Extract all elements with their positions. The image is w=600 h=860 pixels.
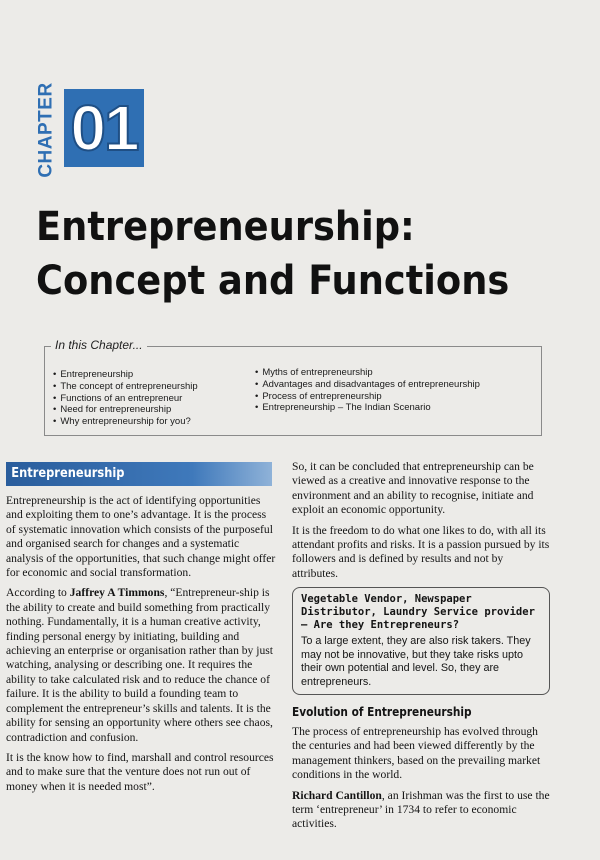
section-heading: Entrepreneurship (11, 465, 125, 481)
chapter-contents-box (44, 338, 542, 436)
chapter-contents-heading: In this Chapter... (51, 338, 147, 352)
chapter-title-line-2: Concept and Functions (36, 258, 510, 304)
subsection-heading: Evolution of Entrepreneurship (292, 704, 472, 719)
paragraph (292, 789, 552, 832)
chapter-number-badge (64, 89, 144, 167)
right-column (292, 460, 552, 838)
paragraph: Entrepreneurship is the act of identifying opportunities and exploiting them to one’s advantage. It is the process of systematic innovation which consists of the purposeful and organised search for changes and a systematic analysis of the opportunities, that such change might offer for economic and social transformation. (6, 494, 276, 580)
chapter-number: 01 (70, 92, 138, 164)
callout-box (292, 587, 550, 694)
chapter-word: CHAPTER (36, 82, 57, 178)
contents-list-left (53, 369, 198, 428)
contents-item: • Entrepreneurship (53, 369, 198, 381)
paragraph: The process of entrepreneurship has evolved through the centuries and had been viewed differently by the management thinkers, based on the prevailing market conditions in the world. (292, 725, 541, 782)
quoted-author: Jaffrey A Timmons (69, 586, 165, 600)
left-column (6, 462, 278, 800)
quoted-author: Richard Cantillon (292, 788, 382, 802)
paragraph: It is the know how to find, marshall and control resources and to make sure that the venture does not run out of money when it is needed most”. (6, 750, 274, 793)
callout-body: To a large extent, they are also risk takers. They may not be innovative, but they take risks upto their own potential and level. So, they are entrepreneurs. (301, 635, 531, 689)
paragraph-text: , an Irishman was the first to use the term ‘entrepreneur’ in 1734 to refer to economic activities. (292, 788, 550, 831)
contents-item: • Myths of entrepreneurship (255, 367, 480, 379)
contents-item: • Functions of an entrepreneur (53, 393, 198, 405)
contents-item: • Entrepreneurship – The Indian Scenario (255, 402, 480, 414)
paragraph-text: , “Entrepreneur-ship is the ability to create and build something from practically nothing. Fundamentally, it is a human creative activity, finding personal energy by initiating, building and achieving an enterprise or organisation rather than by just watching, analysing or describing one. It requires the ability to take calculated risk and to reduce the chance of failure. It is the ability to build a founding team to complement the entrepreneur’s skills and talents. It is the ability for sensing an opportunity where others see chaos, contradiction and confusion. (6, 586, 274, 744)
section-heading-bar (6, 462, 272, 486)
callout-title: Vegetable Vendor, Newspaper Distributor, Laundry Service provider — Are they Entrepreneurs? (301, 593, 535, 632)
contents-list-right (255, 367, 480, 414)
contents-item: • Process of entrepreneurship (255, 391, 480, 403)
paragraph: It is the freedom to do what one likes to do, with all its attendant profits and risks. It is a passion pursued by its followers and is defined by results and not by attributes. (292, 523, 550, 580)
chapter-title-line-1: Entrepreneurship: (36, 204, 415, 250)
chapter-title (36, 200, 533, 308)
paragraph: So, it can be concluded that entrepreneurship can be viewed as a creative and innovative response to the environment and an ability to recognise, initiate and exploit an economic opportunity. (292, 460, 534, 517)
paragraph-text: According to (6, 586, 70, 600)
contents-item: • Need for entrepreneurship (53, 404, 198, 416)
contents-item: • The concept of entrepreneurship (53, 381, 198, 393)
chapter-label (30, 82, 64, 178)
contents-item: • Advantages and disadvantages of entrepreneurship (255, 379, 480, 391)
paragraph (6, 586, 278, 744)
contents-item: • Why entrepreneurship for you? (53, 416, 198, 428)
